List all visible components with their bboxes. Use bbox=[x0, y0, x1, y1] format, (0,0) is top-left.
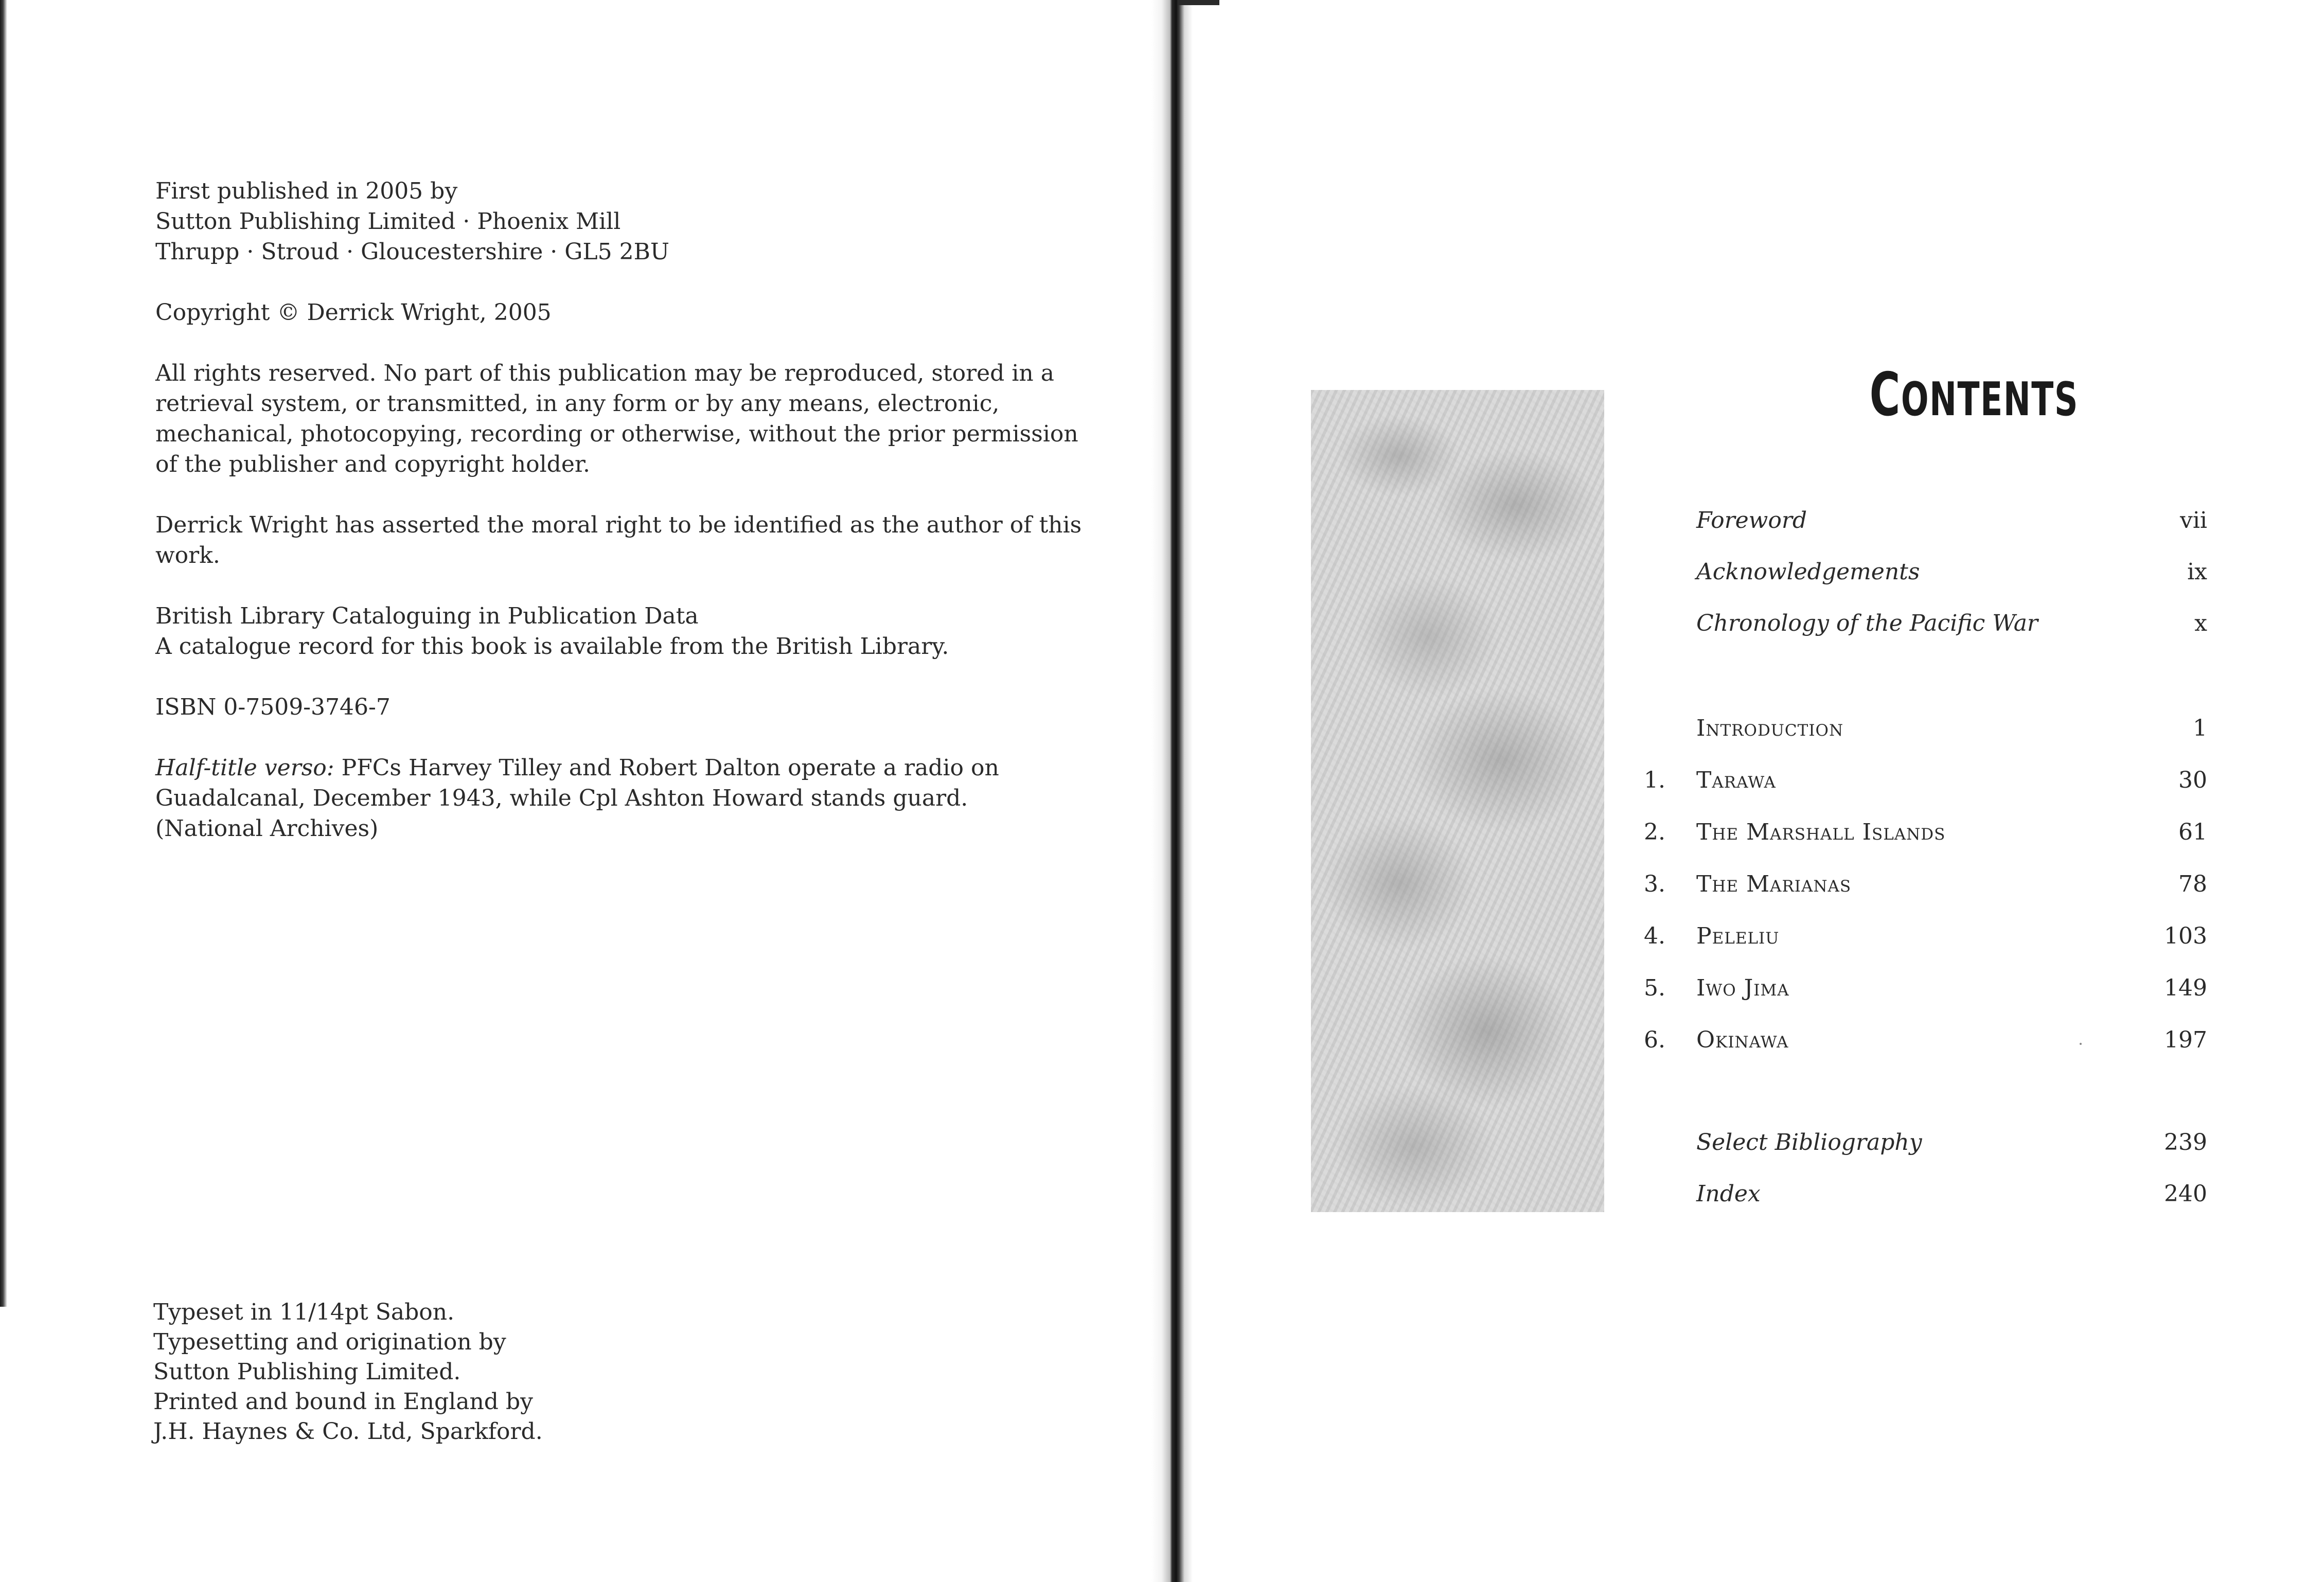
toc-entry-foreword[interactable] bbox=[0, 507, 2324, 538]
toc-entry-page: vii bbox=[2179, 507, 2207, 534]
publication-line: Sutton Publishing Limited · Phoenix Mill bbox=[155, 208, 621, 235]
toc-entry-page: 240 bbox=[2164, 1181, 2207, 1207]
copyright-line: Copyright © Derrick Wright, 2005 bbox=[155, 299, 552, 326]
half-title-line: Guadalcanal, December 1943, while Cpl Ashton Howard stands guard. bbox=[155, 785, 968, 811]
toc-entry-title: Foreword bbox=[1696, 507, 1807, 534]
typesetting-line: Sutton Publishing Limited. bbox=[153, 1359, 461, 1385]
toc-entry-chapter-6[interactable] bbox=[0, 1027, 2324, 1058]
half-title-label: Half-title verso: bbox=[155, 755, 334, 781]
contents-heading-initial: C bbox=[1869, 360, 1901, 430]
toc-entry-chapter-2[interactable] bbox=[0, 819, 2324, 850]
toc-entry-page: 1 bbox=[2193, 715, 2207, 741]
toc-entry-index[interactable] bbox=[0, 1181, 2324, 1212]
toc-entry-chapter-5[interactable] bbox=[0, 975, 2324, 1006]
toc-entry-title: Peleliu bbox=[1696, 923, 1780, 949]
print-speck bbox=[2080, 1043, 2082, 1045]
typesetting-line: Typesetting and origination by bbox=[153, 1329, 506, 1355]
toc-entry-page: 78 bbox=[2178, 871, 2207, 897]
toc-entry-title: Tarawa bbox=[1696, 767, 1776, 793]
toc-entry-chronology[interactable] bbox=[0, 610, 2324, 641]
publication-line: Thrupp · Stroud · Gloucestershire · GL5 2BU bbox=[155, 239, 670, 265]
toc-entry-title: Index bbox=[1696, 1181, 1761, 1207]
toc-entry-page: 239 bbox=[2164, 1129, 2207, 1156]
toc-entry-title: Select Bibliography bbox=[1696, 1129, 1922, 1156]
moral-right-line: Derrick Wright has asserted the moral right to be identified as the author of this bbox=[155, 512, 1082, 538]
typesetting-line: J.H. Haynes & Co. Ltd, Sparkford. bbox=[153, 1418, 543, 1445]
isbn: ISBN 0-7509-3746-7 bbox=[155, 694, 391, 720]
toc-entry-chapter-3[interactable] bbox=[0, 871, 2324, 902]
toc-entry-title: Chronology of the Pacific War bbox=[1696, 610, 2038, 636]
toc-entry-title: The Marshall Islands bbox=[1696, 819, 1946, 845]
toc-entry-title: Okinawa bbox=[1696, 1027, 1789, 1053]
toc-entry-title: Iwo Jima bbox=[1696, 975, 1789, 1001]
publication-line: First published in 2005 by bbox=[155, 178, 458, 204]
toc-entry-number: 6. bbox=[1644, 1027, 1665, 1053]
typesetting-line: Typeset in 11/14pt Sabon. bbox=[153, 1299, 455, 1325]
toc-entry-page: 103 bbox=[2164, 923, 2207, 949]
toc-entry-chapter-4[interactable] bbox=[0, 923, 2324, 954]
toc-entry-title: The Marianas bbox=[1696, 871, 1852, 897]
toc-entry-page: 30 bbox=[2178, 767, 2207, 793]
rights-line: All rights reserved. No part of this publication may be reproduced, stored in a bbox=[155, 360, 1054, 386]
toc-entry-number: 4. bbox=[1644, 923, 1665, 949]
toc-entry-title: Introduction bbox=[1696, 715, 1844, 741]
cip-line: A catalogue record for this book is available from the British Library. bbox=[155, 633, 949, 660]
toc-entry-introduction[interactable] bbox=[0, 715, 2324, 746]
half-title-text: PFCs Harvey Tilley and Robert Dalton operate a radio on bbox=[341, 755, 999, 781]
toc-entry-number: 1. bbox=[1644, 767, 1665, 793]
cip-line: British Library Cataloguing in Publication Data bbox=[155, 603, 699, 629]
rights-line: mechanical, photocopying, recording or otherwise, without the prior permission bbox=[155, 421, 1078, 447]
contents-heading-rest: ONTENTS bbox=[1901, 372, 2079, 426]
toc-entry-chapter-1[interactable] bbox=[0, 767, 2324, 798]
toc-entry-page: ix bbox=[2187, 559, 2207, 585]
toc-entry-number: 3. bbox=[1644, 871, 1665, 897]
typesetting-line: Printed and bound in England by bbox=[153, 1389, 533, 1415]
half-title-line: (National Archives) bbox=[155, 815, 379, 842]
toc-entry-number: 5. bbox=[1644, 975, 1665, 1001]
toc-entry-page: x bbox=[2194, 610, 2207, 636]
toc-entry-number: 2. bbox=[1644, 819, 1665, 845]
toc-entry-bibliography[interactable] bbox=[0, 1129, 2324, 1160]
rights-line: of the publisher and copyright holder. bbox=[155, 451, 591, 477]
toc-entry-page: 61 bbox=[2178, 819, 2207, 845]
toc-entry-acknowledgements[interactable] bbox=[0, 559, 2324, 590]
toc-entry-page: 149 bbox=[2164, 975, 2207, 1001]
moral-right-line: work. bbox=[155, 542, 220, 568]
toc-entry-title: Acknowledgements bbox=[1696, 559, 1920, 585]
rights-line: retrieval system, or transmitted, in any form or by any means, electronic, bbox=[155, 390, 1000, 417]
toc-entry-page: 197 bbox=[2164, 1027, 2207, 1053]
